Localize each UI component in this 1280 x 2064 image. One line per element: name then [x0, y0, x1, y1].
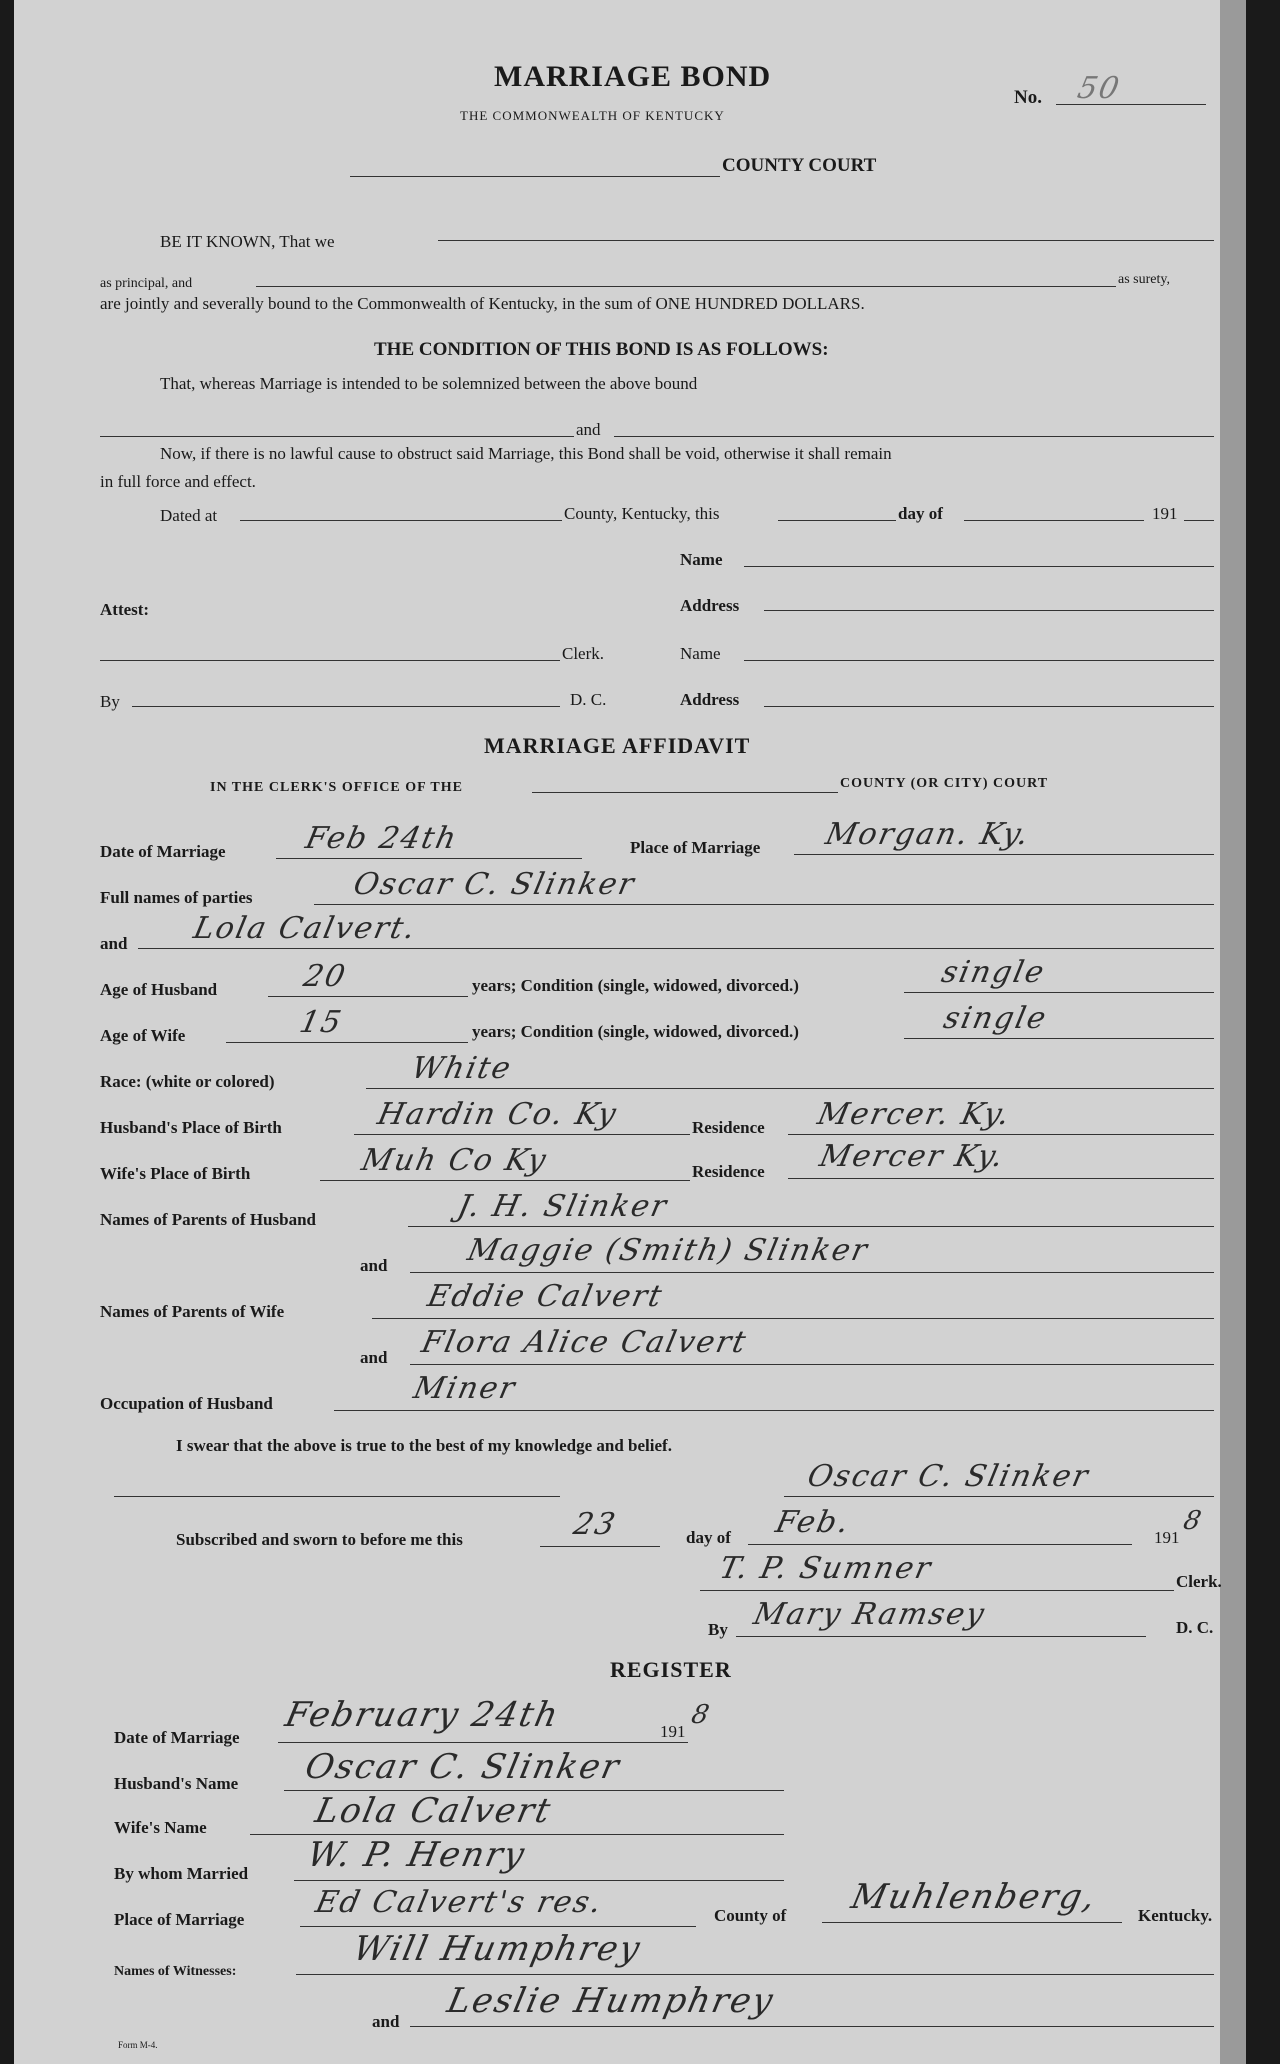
wife-residence-label: Residence	[692, 1162, 765, 1181]
attest-clerk-label: Clerk.	[562, 644, 605, 663]
age-wife-value: 15	[296, 1005, 347, 1040]
register-witnesses-label: Names of Witnesses:	[114, 1964, 237, 1979]
party-one-line	[100, 436, 574, 437]
register-by-whom-line	[294, 1880, 784, 1881]
mother-husband-value: Maggie (Smith) Slinker	[464, 1233, 872, 1268]
husband-residence-line	[788, 1134, 1214, 1135]
full-names-line	[314, 904, 1214, 905]
full-force-text: in full force and effect.	[100, 472, 256, 491]
age-wife-line	[226, 1042, 468, 1043]
register-county-line	[822, 1922, 1122, 1923]
attest-clerk-line	[100, 660, 560, 661]
husband-residence-label: Residence	[692, 1118, 765, 1137]
bond-address-label-2: Address	[680, 690, 740, 709]
whereas-text: That, whereas Marriage is intended to be solemnized between the above bound	[160, 374, 698, 393]
attest-by-line	[132, 706, 560, 707]
marriage-document-page	[14, 0, 1246, 2064]
bond-subtitle: THE COMMONWEALTH OF KENTUCKY	[460, 108, 725, 123]
bond-name-line-2	[744, 660, 1214, 661]
bond-name-label-2: Name	[680, 644, 721, 663]
occupation-line	[334, 1410, 1214, 1411]
register-by-whom-value: W. P. Henry	[303, 1835, 530, 1875]
affidavit-place-value: Morgan. Ky.	[822, 817, 1034, 852]
affidavit-clerk-label: Clerk.	[1176, 1572, 1222, 1591]
register-witness-and-label: and	[372, 2012, 400, 2031]
swear-statement: I swear that the above is true to the best of my knowledge and belief.	[176, 1436, 672, 1455]
affidavit-by-label: By	[708, 1620, 728, 1639]
attest-dc-label: D. C.	[570, 690, 607, 709]
as-surety-label: as surety,	[1118, 272, 1170, 287]
register-by-whom-label: By whom Married	[114, 1864, 249, 1883]
form-number: Form M-4.	[118, 2040, 158, 2050]
register-county-of-label: County of	[714, 1906, 787, 1925]
county-city-court-label: COUNTY (OR CITY) COURT	[840, 776, 1049, 791]
father-husband-value: J. H. Slinker	[454, 1189, 672, 1224]
bond-year-line	[1184, 520, 1214, 521]
register-date-value: February 24th	[281, 1695, 564, 1735]
register-county-value: Muhlenberg,	[847, 1877, 1101, 1917]
county-court-label: COUNTY COURT	[722, 155, 877, 176]
jointly-bound-text: are jointly and severally bound to the Commonwealth of Kentucky, in the sum of ONE HUNDRED DOLLARS.	[100, 294, 865, 313]
sworn-month-line	[748, 1544, 1132, 1545]
lawful-cause-text: Now, if there is no lawful cause to obstruct said Marriage, this Bond shall be void, otherwise it shall remain	[160, 444, 892, 463]
attest-label: Attest:	[100, 600, 150, 619]
condition-wife-line	[904, 1038, 1214, 1039]
party-two-line-affidavit	[138, 948, 1214, 949]
affiant-signature-line	[784, 1496, 1214, 1497]
bond-address-line-2	[764, 706, 1214, 707]
party-two-name: Lola Calvert.	[190, 911, 420, 946]
mother-wife-and-label: and	[360, 1348, 388, 1367]
parents-husband-label: Names of Parents of Husband	[100, 1210, 316, 1229]
witness-one-value: Will Humphrey	[349, 1929, 646, 1969]
mother-husband-line	[410, 1272, 1214, 1273]
sworn-year-prefix: 191	[1154, 1528, 1180, 1547]
register-year-suffix: 8	[688, 1700, 714, 1730]
husband-birth-value: Hardin Co. Ky	[374, 1097, 621, 1132]
as-principal-label: as principal, and	[100, 276, 193, 291]
attest-by-label: By	[100, 692, 120, 711]
wife-birth-label: Wife's Place of Birth	[100, 1164, 251, 1183]
affidavit-date-label: Date of Marriage	[100, 842, 226, 861]
clerk-signature-line	[700, 1590, 1174, 1591]
affidavit-place-label: Place of Marriage	[630, 838, 761, 857]
bond-name-line-1	[744, 566, 1214, 567]
age-husband-line	[268, 996, 468, 997]
county-court-line	[350, 176, 720, 177]
sworn-day-line	[540, 1546, 660, 1547]
dated-at-label: Dated at	[160, 506, 218, 525]
sworn-year-suffix: 8	[1180, 1506, 1206, 1536]
husband-residence-value: Mercer. Ky.	[814, 1097, 1015, 1132]
clerks-office-line	[532, 792, 838, 793]
dc-signature: Mary Ramsey	[750, 1597, 989, 1632]
mother-wife-value: Flora Alice Calvert	[418, 1325, 751, 1360]
party-and-label: and	[100, 934, 128, 953]
sworn-day-value: 23	[570, 1507, 621, 1542]
register-date-line	[278, 1742, 688, 1743]
bond-address-label-1: Address	[680, 596, 740, 615]
page-edge	[1220, 0, 1246, 2064]
father-wife-value: Eddie Calvert	[424, 1279, 667, 1314]
surety-line	[256, 286, 1116, 287]
race-value: White	[408, 1051, 516, 1086]
affidavit-date-value: Feb 24th	[302, 821, 462, 856]
age-husband-label: Age of Husband	[100, 980, 218, 999]
race-label: Race: (white or colored)	[100, 1072, 275, 1091]
bond-day-of-label: day of	[898, 504, 943, 523]
affidavit-place-line	[794, 854, 1214, 855]
mother-wife-line	[410, 1364, 1214, 1365]
principal-names-line	[438, 240, 1214, 241]
affiant-signature: Oscar C. Slinker	[804, 1459, 1093, 1494]
condition-husband-line	[904, 992, 1214, 993]
bond-name-label-1: Name	[680, 550, 723, 569]
father-wife-line	[372, 1318, 1214, 1319]
bond-month-line	[964, 520, 1144, 521]
bond-title: MARRIAGE BOND	[494, 60, 772, 93]
register-kentucky-label: Kentucky.	[1138, 1906, 1213, 1925]
wife-residence-line	[788, 1178, 1214, 1179]
husband-birth-line	[354, 1134, 690, 1135]
county-kentucky-label: County, Kentucky, this	[564, 504, 720, 523]
clerk-signature: T. P. Sumner	[716, 1551, 936, 1586]
wife-birth-value: Muh Co Ky	[358, 1143, 551, 1178]
witness-two-line	[410, 2026, 1214, 2027]
party-two-line	[614, 436, 1214, 437]
subscribed-label: Subscribed and sworn to before me this	[176, 1530, 463, 1549]
occupation-value: Miner	[410, 1371, 520, 1406]
father-husband-line	[408, 1226, 1214, 1227]
affidavit-date-line	[276, 858, 582, 859]
witness-one-line	[296, 1974, 1214, 1975]
register-place-value: Ed Calvert's res.	[312, 1885, 607, 1920]
husband-birth-label: Husband's Place of Birth	[100, 1118, 282, 1137]
sworn-day-of-label: day of	[686, 1528, 731, 1547]
register-heading: REGISTER	[610, 1657, 732, 1682]
register-husband-label: Husband's Name	[114, 1774, 239, 1793]
condition-husband-label: years; Condition (single, widowed, divorced.)	[472, 976, 799, 995]
age-husband-value: 20	[300, 959, 351, 994]
parents-wife-label: Names of Parents of Wife	[100, 1302, 285, 1321]
bond-and-label: and	[576, 420, 601, 439]
bond-day-line	[778, 520, 896, 521]
condition-husband-value: single	[938, 955, 1049, 990]
condition-wife-value: single	[940, 1001, 1051, 1036]
wife-residence-value: Mercer Ky.	[816, 1139, 1009, 1174]
witness-two-value: Leslie Humphrey	[443, 1981, 779, 2021]
register-year-prefix: 191	[660, 1722, 686, 1741]
sworn-month-value: Feb.	[772, 1505, 854, 1540]
full-names-label: Full names of parties	[100, 888, 253, 907]
register-date-label: Date of Marriage	[114, 1728, 240, 1747]
clerks-office-label: IN THE CLERK'S OFFICE OF THE	[210, 780, 463, 795]
party-one-name: Oscar C. Slinker	[350, 867, 639, 902]
affidavit-heading: MARRIAGE AFFIDAVIT	[484, 733, 751, 758]
age-wife-label: Age of Wife	[100, 1026, 186, 1045]
dated-at-line	[240, 520, 562, 521]
register-wife-label: Wife's Name	[114, 1818, 207, 1837]
bond-year-label: 191	[1152, 504, 1178, 523]
bond-address-line-1	[764, 610, 1214, 611]
bond-number-label: No.	[1014, 87, 1042, 108]
register-place-line	[300, 1926, 696, 1927]
bond-number-value: 50	[1074, 71, 1125, 106]
register-place-label: Place of Marriage	[114, 1910, 245, 1929]
register-husband-value: Oscar C. Slinker	[301, 1747, 625, 1787]
occupation-label: Occupation of Husband	[100, 1394, 273, 1413]
be-it-known-label: BE IT KNOWN, That we	[160, 232, 335, 251]
race-line	[366, 1088, 1214, 1089]
condition-wife-label: years; Condition (single, widowed, divorced.)	[472, 1022, 799, 1041]
affidavit-dc-label: D. C.	[1176, 1618, 1214, 1637]
wife-birth-line	[320, 1180, 690, 1181]
witness-signature-line	[114, 1496, 560, 1497]
register-wife-value: Lola Calvert	[311, 1791, 556, 1831]
mother-husband-and-label: and	[360, 1256, 388, 1275]
condition-heading: THE CONDITION OF THIS BOND IS AS FOLLOWS:	[374, 339, 829, 360]
dc-signature-line	[736, 1636, 1146, 1637]
